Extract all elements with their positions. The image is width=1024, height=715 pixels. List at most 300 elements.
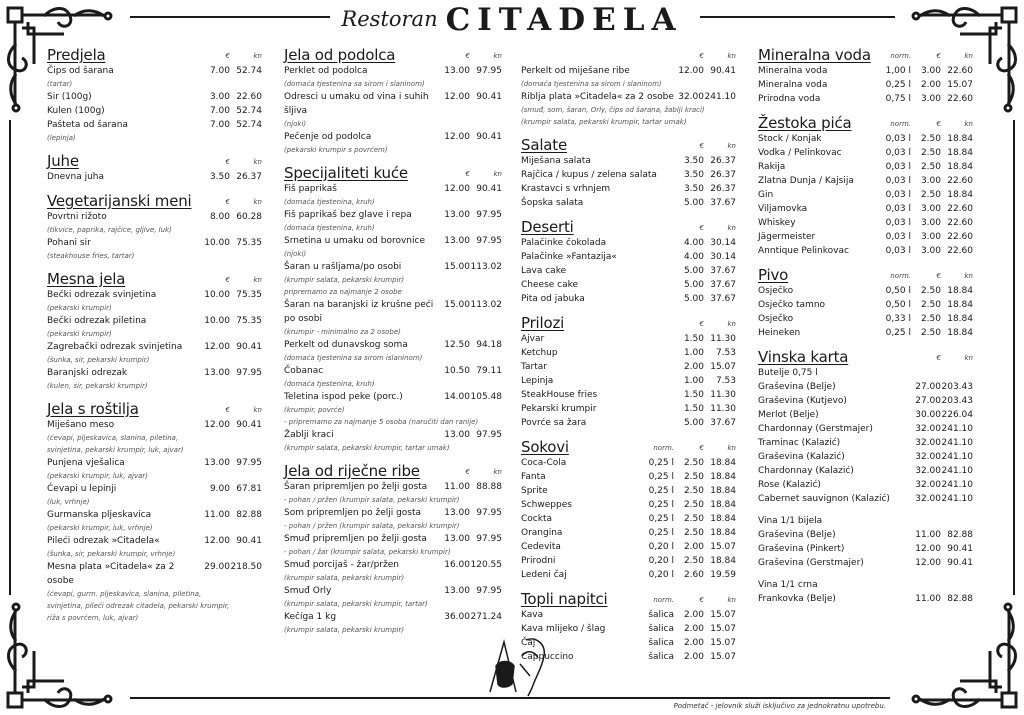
item-price-eur: 3.00 — [920, 232, 941, 242]
item-name: Čips od šarana — [47, 66, 114, 76]
menu-item — [758, 216, 973, 230]
item-price-eur: 12.00 — [204, 342, 230, 352]
item-price-kn: 18.84 — [947, 190, 973, 200]
column-header-norm: norm. — [653, 596, 674, 604]
item-price-eur: 32.00 — [915, 452, 941, 462]
item-price-kn: 15.07 — [710, 652, 736, 662]
item-price-eur: 32.00 — [915, 494, 941, 504]
item-note: (krumpir salata, pekarski krumpir, tartar umak) — [284, 444, 450, 452]
menu-item — [284, 610, 502, 624]
menu-item — [758, 478, 973, 492]
column-header-kn: kn — [727, 320, 736, 328]
item-price-eur: 13.00 — [444, 586, 470, 596]
item-note: - pripremamo za najmanje 5 osoba (naručiti dan ranije) — [284, 418, 479, 426]
item-price-eur: 3.00 — [920, 246, 941, 256]
section-title: Jela od riječne ribe — [284, 462, 420, 480]
item-name: Kulen (100g) — [47, 106, 105, 116]
item-note: (domaća tjestenina sa sirom islaninom) — [284, 354, 423, 362]
menu-item — [284, 506, 502, 520]
item-note: (šunka, sir, pekarski krumpir) — [47, 356, 150, 364]
item-price-kn: 15.07 — [710, 362, 736, 372]
menu-section — [521, 588, 736, 664]
item-note: (domaća tjestenina sa sirom i slaninom) — [284, 80, 425, 88]
menu-section — [758, 44, 973, 106]
item-name: Povrtni rižoto — [47, 212, 107, 222]
item-name: Punjena vješalica — [47, 458, 125, 468]
item-name: Frankovka (Belje) — [758, 594, 836, 604]
item-price-kn: 30.14 — [710, 252, 736, 262]
section-header — [758, 264, 973, 284]
item-price-kn: 94.18 — [476, 340, 502, 350]
item-note: (lepinja) — [47, 134, 76, 142]
item-name: Šopska salata — [521, 198, 584, 208]
item-price-eur: 4.00 — [683, 238, 704, 248]
menu-item — [758, 492, 973, 506]
item-note: (krumpir salata, pekarski krumpir) — [284, 276, 405, 284]
item-price-kn: 52.74 — [236, 120, 262, 130]
item-name: Ketchup — [521, 348, 558, 358]
item-name: Zlatna Dunja / Kajsija — [758, 176, 854, 186]
item-price-eur: 3.00 — [920, 94, 941, 104]
item-price-eur: 2.50 — [683, 514, 704, 524]
item-name: Cheese cake — [521, 280, 579, 290]
menu-section — [47, 190, 262, 262]
item-name: Gurmanska pljeskavica — [47, 510, 152, 520]
item-note: (pekarski krumpir) — [47, 304, 112, 312]
item-price-kn: 26.37 — [710, 156, 736, 166]
section-header — [521, 44, 736, 64]
item-price-eur: 2.00 — [683, 610, 704, 620]
menu-item — [758, 230, 973, 244]
menu-item — [284, 64, 502, 78]
item-price-eur: 10.00 — [204, 290, 230, 300]
item-volume: 0,25 l — [648, 514, 674, 524]
page-title — [0, 2, 1024, 38]
item-price-eur: 13.00 — [444, 534, 470, 544]
item-note: (pekarski krumpir s povrćem) — [284, 146, 388, 154]
menu-item — [758, 312, 973, 326]
item-price-kn: 15.07 — [710, 542, 736, 552]
item-name: Bečki odrezak piletina — [47, 316, 147, 326]
item-price-eur: 2.00 — [920, 80, 941, 90]
item-price-kn: 18.84 — [710, 486, 736, 496]
column-header-kn: kn — [727, 596, 736, 604]
column-header-eur: € — [225, 406, 230, 414]
item-name: Pečenje od podolca — [284, 132, 372, 142]
item-price-kn: 52.74 — [236, 106, 262, 116]
item-name: Schweppes — [521, 500, 572, 510]
item-volume: 0,03 l — [885, 204, 911, 214]
item-price-eur: 13.00 — [444, 66, 470, 76]
item-price-kn: 241.10 — [941, 480, 973, 490]
item-price-eur: 2.50 — [683, 556, 704, 566]
menu-item — [758, 450, 973, 464]
menu-item — [284, 480, 502, 494]
item-price-kn: 120.55 — [470, 560, 502, 570]
item-price-kn: 97.95 — [476, 586, 502, 596]
item-name: Perklet od podolca — [284, 66, 368, 76]
item-price-eur: 32.00 — [915, 480, 941, 490]
item-price-eur: 3.00 — [920, 66, 941, 76]
item-price-kn: 22.60 — [947, 218, 973, 228]
section-header — [521, 312, 736, 332]
item-price-kn: 75.35 — [236, 316, 262, 326]
menu-item — [284, 182, 502, 196]
item-price-eur: 7.00 — [209, 106, 230, 116]
item-price-kn: 90.41 — [236, 342, 262, 352]
item-volume: 0,50 l — [885, 286, 911, 296]
item-name: Prirodni — [521, 556, 556, 566]
item-name: Heineken — [758, 328, 801, 338]
column-header-kn: kn — [493, 52, 502, 60]
item-price-kn: 22.60 — [947, 176, 973, 186]
item-price-eur: 32.00 — [915, 466, 941, 476]
item-note: svinjetina, pekarski krumpir, luk, ajvar) — [47, 446, 184, 454]
column-header-kn: kn — [964, 52, 973, 60]
item-name: Baranjski odrezak — [47, 368, 128, 378]
menu-item — [284, 338, 502, 352]
column-header-norm: norm. — [653, 444, 674, 452]
item-name: Osječko — [758, 314, 794, 324]
item-name: Rose (Kalazić) — [758, 480, 821, 490]
item-note: (luk, vrhnje) — [47, 498, 90, 506]
section-title: Juhe — [47, 152, 79, 170]
item-price-kn: 67.81 — [236, 484, 262, 494]
section-header — [284, 162, 502, 182]
section-header — [47, 398, 262, 418]
item-note: (domaća tjestenina, kruh) — [284, 198, 375, 206]
item-price-eur: 7.00 — [209, 120, 230, 130]
column-header-eur: € — [225, 158, 230, 166]
item-volume: 0,25 l — [648, 500, 674, 510]
item-price-eur: 3.00 — [920, 176, 941, 186]
item-name: Pohani sir — [47, 238, 91, 248]
item-volume: 0,03 l — [885, 134, 911, 144]
item-name: Ajvar — [521, 334, 545, 344]
menu-item — [758, 556, 973, 570]
menu-column-3 — [521, 44, 736, 670]
item-note: (njoki) — [284, 120, 307, 128]
item-price-eur: 3.50 — [209, 172, 230, 182]
menu-item — [284, 130, 502, 144]
item-name: Pileći odrezak »Citadela« — [47, 536, 160, 546]
item-price-kn: 113.02 — [470, 300, 502, 310]
item-price-eur: 2.00 — [683, 542, 704, 552]
menu-item — [284, 90, 502, 118]
item-note: (njoki) — [284, 250, 307, 258]
menu-item — [47, 560, 262, 588]
menu-item — [758, 284, 973, 298]
item-name: Miješano meso — [47, 420, 115, 430]
item-price-eur: 2.50 — [920, 134, 941, 144]
menu-item — [758, 244, 973, 258]
item-price-eur: 3.00 — [920, 204, 941, 214]
item-volume: 0,03 l — [885, 246, 911, 256]
section-title: Predjela — [47, 46, 106, 64]
column-header-eur: € — [225, 198, 230, 206]
section-header — [521, 134, 736, 154]
item-name: Graševina (Pinkert) — [758, 544, 845, 554]
item-price-eur: 30.00 — [915, 410, 941, 420]
item-note: (pekarski krumpir, luk, vrhnje) — [47, 524, 153, 532]
column-header-kn: kn — [253, 406, 262, 414]
menu-item — [47, 288, 262, 302]
item-volume: šalica — [648, 610, 674, 620]
menu-section — [284, 162, 502, 454]
item-price-eur: 2.50 — [920, 286, 941, 296]
item-name: Fiš paprikaš — [284, 184, 337, 194]
item-price-eur: 11.00 — [915, 594, 941, 604]
item-price-kn: 82.88 — [236, 510, 262, 520]
group-spacer — [758, 570, 973, 578]
item-price-eur: 3.00 — [920, 218, 941, 228]
item-name: Prirodna voda — [758, 94, 821, 104]
item-note: (domaća tjestenina, kruh) — [284, 380, 375, 388]
item-price-kn: 90.41 — [236, 420, 262, 430]
menu-section — [521, 436, 736, 582]
column-header-kn: kn — [964, 120, 973, 128]
menu-section — [521, 312, 736, 430]
item-name: Povrće sa žara — [521, 418, 587, 428]
item-price-eur: 11.00 — [915, 530, 941, 540]
menu-item — [47, 534, 262, 548]
item-price-kn: 241.10 — [941, 466, 973, 476]
item-price-eur: 27.00 — [915, 396, 941, 406]
item-name: Osječko — [758, 286, 794, 296]
menu-item — [284, 532, 502, 546]
item-volume: 0,25 l — [648, 458, 674, 468]
item-price-kn: 22.60 — [947, 204, 973, 214]
menu-item — [758, 132, 973, 146]
item-name: Mineralna voda — [758, 80, 828, 90]
menu-item — [284, 208, 502, 222]
item-price-eur: 2.00 — [683, 624, 704, 634]
item-price-kn: 26.37 — [710, 170, 736, 180]
item-name: Gin — [758, 190, 774, 200]
menu-item — [284, 428, 502, 442]
title-prefix: Restoran — [341, 7, 438, 31]
item-price-eur: 10.50 — [444, 366, 470, 376]
item-note: riža s povrćem, luk, ajvar) — [47, 614, 139, 622]
item-note: (steakhouse fries, tartar) — [47, 252, 135, 260]
item-volume: 0,03 l — [885, 176, 911, 186]
item-name: Anntique Pelinkovac — [758, 246, 849, 256]
item-price-kn: 19.59 — [710, 570, 736, 580]
item-volume: 0,20 l — [648, 570, 674, 580]
item-price-eur: 2.50 — [920, 328, 941, 338]
item-name: Graševina (Belje) — [758, 530, 836, 540]
item-name: Perkelt od miješane ribe — [521, 66, 630, 76]
column-header-eur: € — [225, 52, 230, 60]
item-name: Srnetina u umaku od borovnice — [284, 236, 425, 246]
section-title: Mesna jela — [47, 270, 126, 288]
item-name: Pekarski krumpir — [521, 404, 597, 414]
item-volume: 0,25 l — [648, 486, 674, 496]
item-name: Lepinja — [521, 376, 554, 386]
menu-item — [758, 174, 973, 188]
item-price-kn: 15.07 — [710, 624, 736, 634]
menu-item — [521, 264, 736, 278]
menu-item — [758, 160, 973, 174]
menu-item — [284, 584, 502, 598]
item-name: Palačinke »Fantazija« — [521, 252, 617, 262]
item-note: - pohan / pržen (krumpir salata, pekarski krumpir) — [284, 496, 460, 504]
item-name: Stock / Konjak — [758, 134, 822, 144]
column-header-kn: kn — [727, 444, 736, 452]
column-header-eur: € — [699, 52, 704, 60]
item-price-kn: 22.60 — [947, 232, 973, 242]
item-volume: 0,20 l — [648, 556, 674, 566]
wine-group-label: Vina 1/1 bijela — [758, 516, 823, 526]
item-price-kn: 22.60 — [947, 66, 973, 76]
item-price-kn: 90.41 — [476, 92, 502, 102]
item-price-kn: 22.60 — [947, 94, 973, 104]
item-price-eur: 16.00 — [444, 560, 470, 570]
menu-section — [521, 216, 736, 306]
section-title: Žestoka pića — [758, 114, 852, 132]
column-header-eur: € — [465, 170, 470, 178]
item-price-kn: 97.95 — [476, 236, 502, 246]
item-price-eur: 29.00 — [204, 562, 230, 572]
item-note: (domaća tjestenina, kruh) — [284, 224, 375, 232]
item-price-eur: 12.00 — [915, 544, 941, 554]
section-header — [521, 588, 736, 608]
menu-item — [521, 622, 736, 636]
item-name: Pita od jabuka — [521, 294, 585, 304]
section-title: Prilozi — [521, 314, 565, 332]
corner-ornament-bottom-right-icon — [910, 601, 1020, 711]
menu-item — [758, 92, 973, 106]
menu-column-1 — [47, 44, 262, 630]
item-price-kn: 79.11 — [476, 366, 502, 376]
item-price-eur: 12.50 — [444, 340, 470, 350]
menu-item — [521, 540, 736, 554]
menu-item — [284, 234, 502, 248]
column-header-eur: € — [936, 120, 941, 128]
item-price-eur: 1.50 — [683, 334, 704, 344]
item-name: Pašteta od šarana — [47, 120, 128, 130]
item-price-kn: 37.67 — [710, 418, 736, 428]
item-price-eur: 1.00 — [683, 348, 704, 358]
item-price-eur: 12.00 — [444, 132, 470, 142]
item-price-kn: 18.84 — [710, 500, 736, 510]
menu-item — [758, 64, 973, 78]
item-name: Teletina ispod peke (porc.) — [284, 392, 403, 402]
item-name: Orangina — [521, 528, 563, 538]
item-name: Cockta — [521, 514, 552, 524]
item-name: Šaran na baranjski iz krušne peći po osobi — [284, 300, 434, 324]
menu-item — [758, 380, 973, 394]
item-price-eur: 13.00 — [444, 236, 470, 246]
item-price-kn: 18.84 — [710, 458, 736, 468]
menu-item — [521, 250, 736, 264]
item-name: Mineralna voda — [758, 66, 828, 76]
item-name: Ćevapi u lepinji — [47, 484, 117, 494]
menu-item — [284, 558, 502, 572]
column-header-kn: kn — [727, 142, 736, 150]
item-volume: 0,25 l — [885, 328, 911, 338]
item-volume: 1,00 l — [885, 66, 911, 76]
item-price-eur: 3.50 — [683, 170, 704, 180]
item-price-kn: 203.43 — [941, 396, 973, 406]
item-price-kn: 18.84 — [947, 134, 973, 144]
menu-item — [758, 422, 973, 436]
section-title: Mineralna voda — [758, 46, 871, 64]
item-price-kn: 97.95 — [236, 458, 262, 468]
item-price-kn: 90.41 — [947, 544, 973, 554]
menu-item — [521, 182, 736, 196]
wine-group-label: Butelje 0,75 l — [758, 368, 818, 378]
menu-section — [521, 134, 736, 210]
item-name: Cedevita — [521, 542, 561, 552]
menu-item — [47, 482, 262, 496]
menu-item — [47, 236, 262, 250]
column-header-eur: € — [699, 224, 704, 232]
item-price-eur: 13.00 — [204, 458, 230, 468]
column-header-kn: kn — [964, 272, 973, 280]
item-price-eur: 2.50 — [920, 190, 941, 200]
item-name: Whiskey — [758, 218, 796, 228]
menu-item — [758, 394, 973, 408]
menu-item — [284, 364, 502, 378]
menu-item — [521, 64, 736, 78]
item-note: (tartar) — [47, 80, 73, 88]
item-name: Kečiga 1 kg — [284, 612, 337, 622]
item-name: Graševina (Kutjevo) — [758, 396, 847, 406]
menu-item — [47, 366, 262, 380]
item-name: Chardonnay (Kalazić) — [758, 466, 854, 476]
section-title: Vinska karta — [758, 348, 849, 366]
section-header — [47, 190, 262, 210]
item-name: Dnevna juha — [47, 172, 105, 182]
item-price-kn: 241.10 — [941, 494, 973, 504]
column-header-eur: € — [699, 444, 704, 452]
item-name: Smuđ pripremljen po želji gosta — [284, 534, 427, 544]
column-header-eur: € — [936, 354, 941, 362]
column-header-norm: norm. — [890, 120, 911, 128]
item-price-kn: 37.67 — [710, 266, 736, 276]
menu-item — [758, 542, 973, 556]
menu-item — [47, 104, 262, 118]
item-note: (domaća tjestenina sa sirom i slaninom) — [521, 80, 662, 88]
section-header — [758, 112, 973, 132]
item-name: Graševina (Kalazić) — [758, 452, 845, 462]
item-price-kn: 60.28 — [236, 212, 262, 222]
item-price-kn: 241.10 — [704, 92, 736, 102]
item-name: Jägermeister — [758, 232, 816, 242]
menu-item — [47, 508, 262, 522]
item-note: (ćevapi, pljeskavica, slanina, piletina, — [47, 434, 179, 442]
item-price-eur: 2.50 — [683, 472, 704, 482]
item-price-eur: 3.00 — [209, 92, 230, 102]
menu-item — [521, 154, 736, 168]
item-volume: šalica — [648, 624, 674, 634]
column-header-kn: kn — [727, 52, 736, 60]
item-volume: 0,03 l — [885, 162, 911, 172]
menu-item — [758, 202, 973, 216]
column-header-kn: kn — [964, 354, 973, 362]
item-price-eur: 2.50 — [683, 486, 704, 496]
item-price-kn: 7.53 — [715, 348, 736, 358]
item-price-eur: 2.50 — [683, 528, 704, 538]
item-note: - pohan / pržen (krumpir salata, pekarski krumpir) — [284, 522, 460, 530]
item-price-eur: 1.00 — [683, 376, 704, 386]
item-note: - pohan / žar (krumpir salata, pekarski krumpir) — [284, 548, 451, 556]
item-price-eur: 13.00 — [444, 430, 470, 440]
item-note: svinjetina, pileći odrezak citadela, pekarski krumpir, — [47, 602, 230, 610]
section-header — [284, 44, 502, 64]
column-header-eur: € — [936, 52, 941, 60]
